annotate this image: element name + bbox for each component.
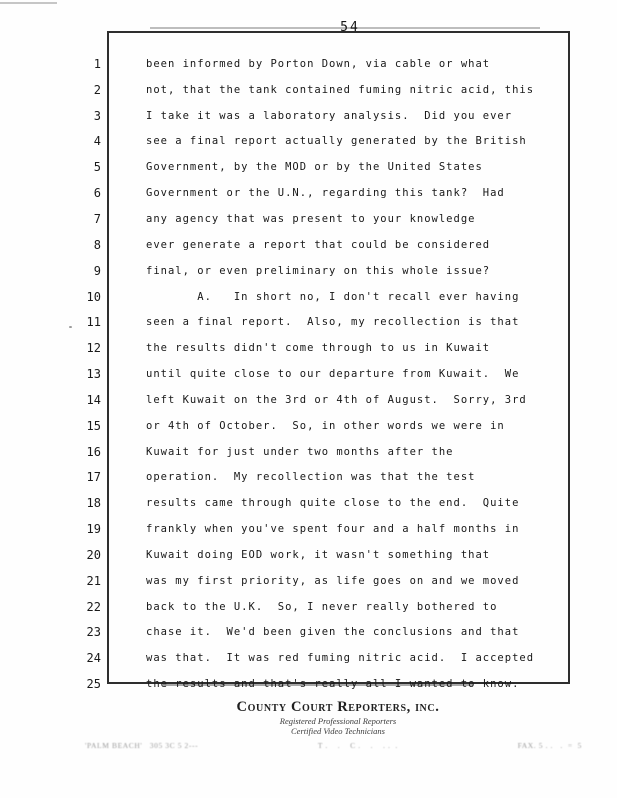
line-text: the results didn't come through to us in Kuwait bbox=[146, 342, 491, 355]
transcript-line bbox=[0, 309, 617, 335]
line-text: Government or the U.N., regarding this tank? Had bbox=[146, 187, 505, 200]
line-text: or 4th of October. So, in other words we were in bbox=[146, 419, 505, 432]
transcript-line bbox=[0, 232, 617, 258]
transcript-line bbox=[0, 516, 617, 542]
line-number: 1 bbox=[93, 56, 101, 71]
transcript-line bbox=[0, 542, 617, 568]
line-text: frankly when you've spent four and a half months in bbox=[146, 523, 520, 536]
transcript-line bbox=[0, 568, 617, 594]
line-text: seen a final report. Also, my recollection is that bbox=[146, 316, 520, 329]
footer-contact-line bbox=[85, 741, 582, 750]
line-text: was my first priority, as life goes on and we moved bbox=[146, 574, 520, 587]
line-number: 3 bbox=[93, 108, 101, 123]
line-number: 5 bbox=[93, 160, 101, 175]
transcript-line bbox=[0, 129, 617, 155]
transcript-line bbox=[0, 51, 617, 77]
line-text: Government, by the MOD or by the United States bbox=[146, 161, 483, 174]
line-text: the results and that's really all I wanted to know. bbox=[146, 678, 520, 691]
line-text: final, or even preliminary on this whole issue? bbox=[146, 264, 491, 277]
line-number: 22 bbox=[86, 599, 101, 614]
line-text: results came through quite close to the end. Quite bbox=[146, 497, 520, 510]
line-number: 8 bbox=[93, 237, 101, 252]
line-number: 24 bbox=[86, 651, 101, 666]
line-number: 15 bbox=[86, 418, 101, 433]
court-reporter-company-name: County Court Reporters, inc. bbox=[236, 699, 440, 715]
line-number: 9 bbox=[93, 263, 101, 278]
line-number: 21 bbox=[86, 573, 101, 588]
line-text: I take it was a laboratory analysis. Did you ever bbox=[146, 109, 513, 122]
line-text: A. In short no, I don't recall ever having bbox=[146, 290, 520, 303]
line-number: 14 bbox=[86, 392, 101, 407]
page-number: 54 bbox=[340, 20, 360, 35]
transcript-line bbox=[0, 284, 617, 310]
line-text: Kuwait for just under two months after the bbox=[146, 445, 454, 458]
transcript-line bbox=[0, 413, 617, 439]
line-number: 11 bbox=[86, 315, 101, 330]
transcript-line bbox=[0, 594, 617, 620]
transcript-line bbox=[0, 620, 617, 646]
transcript-line bbox=[0, 671, 617, 697]
line-number: 25 bbox=[86, 677, 101, 692]
line-text: see a final report actually generated by the British bbox=[146, 135, 527, 148]
transcript-line bbox=[0, 361, 617, 387]
transcript-line bbox=[0, 258, 617, 284]
line-number: 10 bbox=[86, 289, 101, 304]
line-text: until quite close to our departure from Kuwait. We bbox=[146, 368, 520, 381]
line-number: 23 bbox=[86, 625, 101, 640]
line-number: 2 bbox=[93, 82, 101, 97]
transcript-line bbox=[0, 77, 617, 103]
transcript-line bbox=[0, 154, 617, 180]
transcript-line bbox=[0, 387, 617, 413]
line-text: Kuwait doing EOD work, it wasn't something that bbox=[146, 548, 491, 561]
line-text: was that. It was red fuming nitric acid. I accepted bbox=[146, 652, 535, 665]
contact-fragment-right: FAX. 5 . . . = 5 bbox=[517, 741, 582, 750]
line-number: 6 bbox=[93, 186, 101, 201]
line-text: chase it. We'd been given the conclusions and that bbox=[146, 626, 520, 639]
line-number: 18 bbox=[86, 496, 101, 511]
transcript-line bbox=[0, 180, 617, 206]
contact-fragment-middle: T . . C . . . . . bbox=[317, 741, 398, 750]
transcript-line bbox=[0, 335, 617, 361]
line-text: back to the U.K. So, I never really bothered to bbox=[146, 600, 498, 613]
line-text: been informed by Porton Down, via cable or what bbox=[146, 57, 491, 70]
transcript-line bbox=[0, 103, 617, 129]
line-text: left Kuwait on the 3rd or 4th of August. Sorry, 3rd bbox=[146, 393, 527, 406]
transcript-line bbox=[0, 465, 617, 491]
footer-tagline-certified: Certified Video Technicians bbox=[291, 726, 385, 736]
line-text: any agency that was present to your knowledge bbox=[146, 212, 476, 225]
scan-artifact-line bbox=[0, 2, 57, 4]
transcript-line bbox=[0, 439, 617, 465]
footer bbox=[107, 699, 569, 736]
line-text: not, that the tank contained fuming nitric acid, this bbox=[146, 83, 535, 96]
transcript-line bbox=[0, 206, 617, 232]
line-number: 16 bbox=[86, 444, 101, 459]
transcript-line bbox=[0, 490, 617, 516]
line-number: 19 bbox=[86, 522, 101, 537]
line-number: 17 bbox=[86, 470, 101, 485]
line-number: 7 bbox=[93, 211, 101, 226]
line-number: 20 bbox=[86, 547, 101, 562]
contact-fragment-left: 'PALM BEACH' 305 3C 5 2--- bbox=[85, 741, 199, 750]
line-number: 13 bbox=[86, 367, 101, 382]
line-number: 4 bbox=[93, 134, 101, 149]
line-text: operation. My recollection was that the test bbox=[146, 471, 476, 484]
line-number: 12 bbox=[86, 341, 101, 356]
line-text: ever generate a report that could be considered bbox=[146, 238, 491, 251]
transcript-lines bbox=[0, 51, 617, 697]
transcript-line bbox=[0, 645, 617, 671]
footer-tagline-registered: Registered Professional Reporters bbox=[279, 716, 397, 726]
